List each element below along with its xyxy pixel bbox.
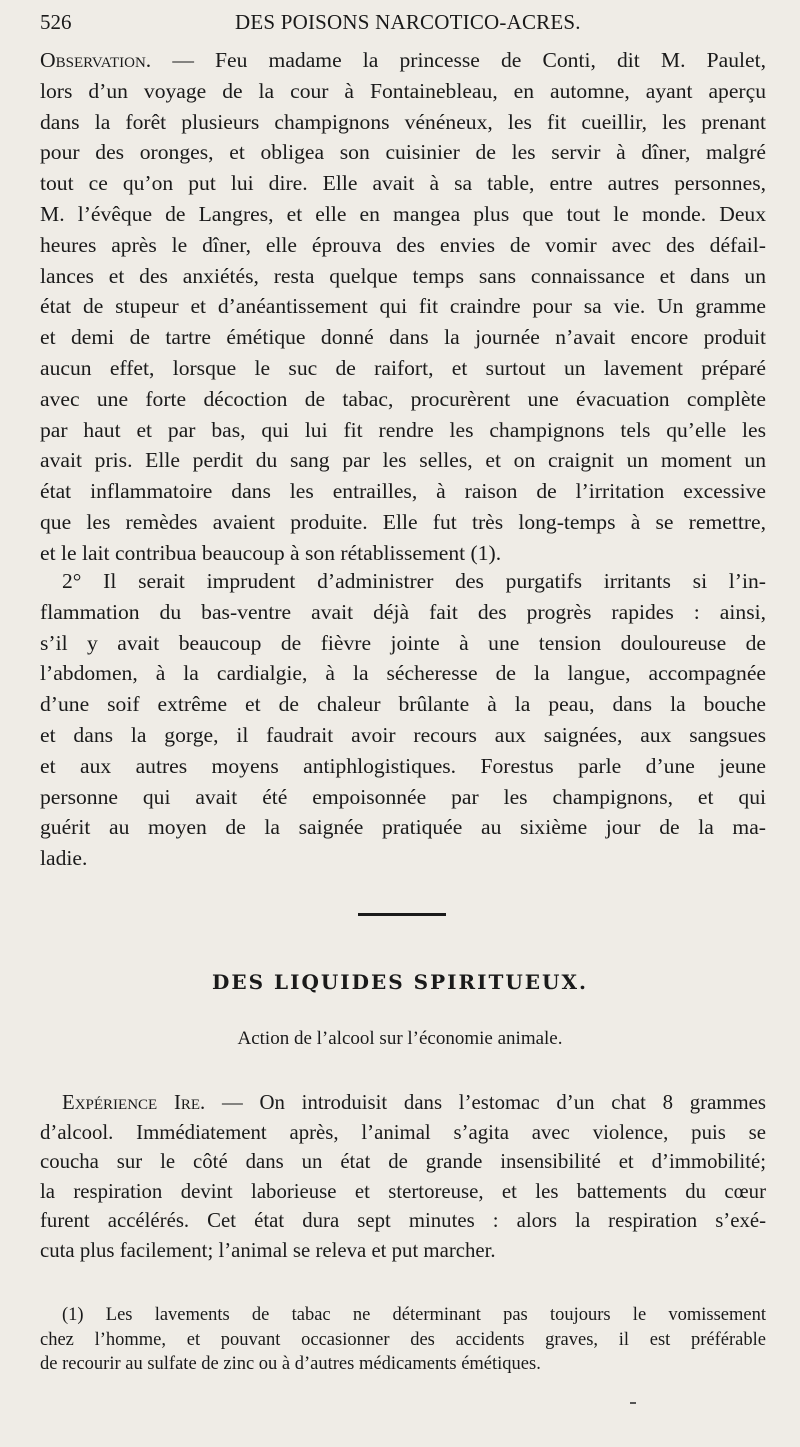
footnote-line: chez l’homme, et pouvant occasionner des accidents graves, il est préférable xyxy=(40,1329,766,1350)
point-2-line: d’une soif extrême et de chaleur brûlante à la peau, dans la bouche xyxy=(40,692,766,717)
point-2-line: guérit au moyen de la saignée pratiquée au sixième jour de la ma- xyxy=(40,815,766,840)
experience-line: la respiration devint laborieuse et stertoreuse, et les battements du cœur xyxy=(40,1179,766,1203)
observation-line: et le lait contribua beaucoup à son rétablissement (1). xyxy=(40,540,502,565)
observation-line: que les remèdes avaient produite. Elle fut très long-temps à se remettre, xyxy=(40,509,766,534)
experience-line: d’alcool. Immédiatement après, l’animal s’agita avec violence, puis se xyxy=(40,1120,766,1144)
footnote-line: (1) Les lavements de tabac ne déterminant pas toujours le vomissement xyxy=(62,1305,766,1325)
observation-line: dans la forêt plusieurs champignons vénéneux, les fit cueillir, les prenant xyxy=(40,109,766,134)
print-speck xyxy=(630,1402,636,1404)
section-title: DES LIQUIDES SPIRITUEUX. xyxy=(212,970,588,994)
point-2-line: flammation du bas-ventre avait déjà fait des progrès rapides : ainsi, xyxy=(40,599,766,624)
point-2-line: 2° Il serait imprudent d’administrer des purgatifs irritants si l’in- xyxy=(62,569,766,593)
point-2-line: et dans la gorge, il faudrait avoir recours aux saignées, aux sangsues xyxy=(40,722,766,747)
experience-line: coucha sur le côté dans un état de grande insensibilité et d’immobilité; xyxy=(40,1150,766,1173)
observation-line: M. l’évêque de Langres, et elle en mangea plus que tout le monde. Deux xyxy=(40,201,766,226)
point-2-line: et aux autres moyens antiphlogistiques. Forestus parle d’une jeune xyxy=(40,753,766,778)
observation-line: lances et des anxiétés, resta quelque temps sans connaissance et dans un xyxy=(40,263,766,288)
observation-paragraph xyxy=(40,45,766,569)
page-number: 526 xyxy=(40,10,72,34)
observation-line: état de stupeur et d’anéantissement qui fit craindre pour sa vie. Un gramme xyxy=(40,294,766,319)
point-2-line: l’abdomen, à la cardialgie, à la sécheresse de la langue, accompagnée xyxy=(40,661,766,686)
observation-line: état inflammatoire dans les entrailles, à raison de l’irritation excessive xyxy=(40,479,766,504)
page-header xyxy=(40,6,770,40)
section-subtitle: Action de l’alcool sur l’économie animale. xyxy=(237,1028,563,1049)
observation-line: par haut et par bas, qui lui fit rendre les champignons tels qu’elle les xyxy=(40,417,766,442)
observation-line: avait pris. Elle perdit du sang par les selles, et on craignit un moment un xyxy=(40,448,766,473)
observation-line: pour des oronges, et obligea son cuisinier de les servir à dîner, malgré xyxy=(40,140,766,165)
observation-line: heures après le dîner, elle éprouva des envies de vomir avec des défail- xyxy=(40,232,766,257)
observation-line: aucun effet, lorsque le suc de raifort, et surtout un lavement préparé xyxy=(40,355,766,380)
running-head: DES POISONS NARCOTICO-ACRES. xyxy=(235,10,581,34)
section-divider xyxy=(358,913,446,916)
point-2-line: personne qui avait été empoisonnée par les champignons, et qui xyxy=(40,784,766,809)
footnote xyxy=(40,1303,766,1377)
observation-line: tout ce qu’on put lui dire. Elle avait à sa table, entre autres personnes, xyxy=(40,171,766,196)
observation-line: Observation. — Feu madame la princesse de Conti, dit M. Paulet, xyxy=(40,48,766,72)
experience-line: Expérience Ire. — On introduisit dans l’estomac d’un chat 8 grammes xyxy=(62,1091,766,1114)
observation-line: avec une forte décoction de tabac, procurèrent une évacuation complète xyxy=(40,386,766,411)
point-2-paragraph xyxy=(40,566,766,874)
experience-label: Expérience Ire. — xyxy=(62,1091,243,1114)
footnote-line: de recourir au sulfate de zinc ou à d’autres médicaments émétiques. xyxy=(40,1354,541,1374)
point-2-line: ladie. xyxy=(40,846,88,871)
observation-line: lors d’un voyage de la cour à Fontainebleau, en automne, ayant aperçu xyxy=(40,78,766,103)
experience-line: furent accélérés. Cet état dura sept minutes : alors la respiration s’exé- xyxy=(40,1209,766,1232)
experience-paragraph xyxy=(40,1088,766,1265)
observation-line: et demi de tartre émétique donné dans la journée n’avait encore produit xyxy=(40,325,766,350)
experience-line: cuta plus facilement; l’animal se releva et put marcher. xyxy=(40,1238,496,1262)
point-2-line: s’il y avait beaucoup de fièvre jointe à une tension douloureuse de xyxy=(40,630,766,655)
observation-label: Observation. — xyxy=(40,48,194,72)
